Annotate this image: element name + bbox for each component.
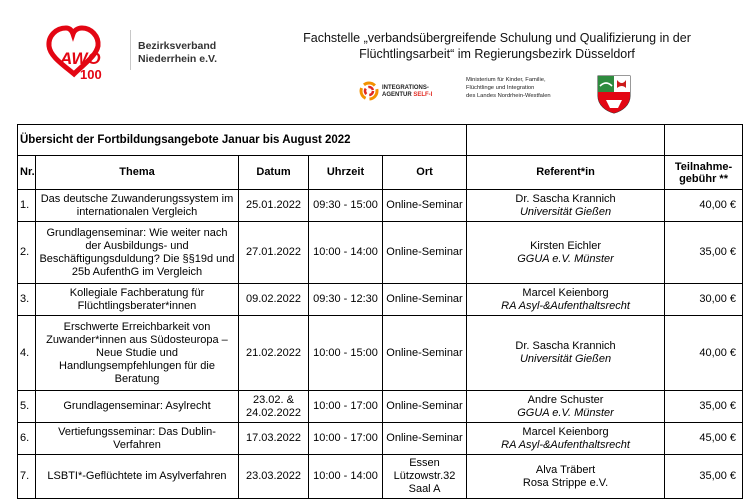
row-gebuehr: 40,00 € xyxy=(665,316,743,391)
row-datum: 27.01.2022 xyxy=(239,222,309,284)
referent-institution: Universität Gießen xyxy=(519,353,612,365)
col-header-gebuehr-line1: Teilnahme- xyxy=(674,160,733,173)
org-divider xyxy=(130,30,131,70)
referent-name: Dr. Sascha Krannich xyxy=(515,192,616,205)
row-ort: Online-Seminar xyxy=(383,391,467,423)
fachstelle-line1: Fachstelle „verbandsübergreifende Schulung und Qualifizierung in der xyxy=(303,31,691,45)
table-header-row xyxy=(18,156,743,190)
row-referent xyxy=(467,391,665,423)
empty-cell xyxy=(467,125,665,156)
col-header-uhrzeit: Uhrzeit xyxy=(309,156,383,190)
row-referent xyxy=(467,423,665,455)
row-datum: 09.02.2022 xyxy=(239,284,309,316)
nrw-coat-of-arms-icon xyxy=(596,74,632,114)
row-thema: Vertiefungsseminar: Das Dublin-Verfahren xyxy=(36,423,239,455)
row-gebuehr: 35,00 € xyxy=(665,391,743,423)
referent-institution: GGUA e.V. Münster xyxy=(517,406,614,419)
row-datum: 23.02. & 24.02.2022 xyxy=(239,391,309,423)
table-row xyxy=(18,190,743,222)
row-thema: LSBTI*-Geflüchtete im Asylverfahren xyxy=(36,455,239,499)
row-gebuehr: 35,00 € xyxy=(665,455,743,499)
row-ort: Online-Seminar xyxy=(383,284,467,316)
row-ort: Online-Seminar xyxy=(383,316,467,391)
col-header-gebuehr xyxy=(665,156,743,190)
referent-institution: RA Asyl-&Aufenthaltsrecht xyxy=(501,299,630,312)
empty-cell xyxy=(665,125,743,156)
row-uhrzeit: 10:00 - 15:00 xyxy=(309,316,383,391)
row-uhrzeit: 09:30 - 12:30 xyxy=(309,284,383,316)
referent-name: Andre Schuster xyxy=(527,393,604,406)
ministry-line3: des Landes Nordrhein-Westfalen xyxy=(466,93,551,99)
org-name-line2: Niederrhein e.V. xyxy=(138,53,217,65)
table-title: Übersicht der Fortbildungsangebote Januar bis August 2022 xyxy=(18,125,467,156)
referent-institution: GGUA e.V. Münster xyxy=(517,252,614,265)
row-uhrzeit: 10:00 - 14:00 xyxy=(309,222,383,284)
ministry-name xyxy=(466,76,596,100)
table-row xyxy=(18,423,743,455)
row-thema: Erschwerte Erreichbarkeit von Zuwander*innen aus Südosteuropa – Neue Studie und Handlungsempfehlungen für die Beratung xyxy=(36,316,239,391)
row-referent xyxy=(467,316,665,391)
row-referent xyxy=(467,222,665,284)
row-uhrzeit: 09:30 - 15:00 xyxy=(309,190,383,222)
org-name-line1: Bezirksverband xyxy=(138,40,217,52)
row-datum: 23.03.2022 xyxy=(239,455,309,499)
col-header-thema: Thema xyxy=(36,156,239,190)
row-gebuehr: 40,00 € xyxy=(665,190,743,222)
integrationsagentur-logo xyxy=(358,80,454,102)
fachstelle-heading xyxy=(262,30,732,62)
row-ort: Online-Seminar xyxy=(383,222,467,284)
referent-name: Kirsten Eichler xyxy=(530,239,601,252)
awo-logo xyxy=(44,24,126,82)
table-row xyxy=(18,455,743,499)
row-uhrzeit: 10:00 - 17:00 xyxy=(309,391,383,423)
org-name xyxy=(138,40,248,66)
row-thema: Das deutsche Zuwanderungssystem im internationalen Vergleich xyxy=(36,190,239,222)
integration-line2b: SELF-I xyxy=(413,92,433,98)
course-overview-table xyxy=(17,124,743,499)
table-title-row xyxy=(18,125,743,156)
row-referent xyxy=(467,284,665,316)
referent-name: Marcel Keienborg xyxy=(522,286,609,299)
row-ort: Online-Seminar xyxy=(383,423,467,455)
row-uhrzeit: 10:00 - 17:00 xyxy=(309,423,383,455)
referent-name: Alva Träbert xyxy=(535,463,596,476)
col-header-gebuehr-line2: gebühr ** xyxy=(679,172,728,185)
ministry-line1: Ministerium für Kinder, Familie, xyxy=(466,77,546,83)
referent-name: Dr. Sascha Krannich xyxy=(515,340,616,352)
row-ort: Essen Lützowstr.32 Saal A xyxy=(383,455,467,499)
row-ort: Online-Seminar xyxy=(383,190,467,222)
row-thema: Grundlagenseminar: Asylrecht xyxy=(36,391,239,423)
referent-name: Marcel Keienborg xyxy=(522,425,609,438)
row-referent xyxy=(467,455,665,499)
row-datum: 25.01.2022 xyxy=(239,190,309,222)
col-header-nr: Nr. xyxy=(18,156,36,190)
table-row xyxy=(18,222,743,284)
integration-line2a: AGENTUR xyxy=(382,92,414,98)
row-nr: 7. xyxy=(18,455,36,499)
integration-logo-text xyxy=(382,85,432,99)
row-thema: Kollegiale Fachberatung für Flüchtlingsberater*innen xyxy=(36,284,239,316)
row-gebuehr: 30,00 € xyxy=(665,284,743,316)
table-row xyxy=(18,391,743,423)
row-nr: 5. xyxy=(18,391,36,423)
col-header-referent: Referent*in xyxy=(467,156,665,190)
row-gebuehr: 45,00 € xyxy=(665,423,743,455)
referent-institution: RA Asyl-&Aufenthaltsrecht xyxy=(501,438,630,451)
awo-logo-text: AWO xyxy=(60,49,101,68)
row-nr: 2. xyxy=(18,222,36,284)
row-referent xyxy=(467,190,665,222)
integration-line1: INTEGRATIONS- xyxy=(382,85,429,91)
ministry-line2: Flüchtlinge und Integration xyxy=(466,85,535,91)
col-header-ort: Ort xyxy=(383,156,467,190)
row-nr: 4. xyxy=(18,316,36,391)
row-nr: 3. xyxy=(18,284,36,316)
fachstelle-line2: Flüchtlingsarbeit“ im Regierungsbezirk Düsseldorf xyxy=(359,47,635,61)
row-uhrzeit: 10:00 - 14:00 xyxy=(309,455,383,499)
awo-logo-number: 100 xyxy=(80,67,102,82)
row-nr: 6. xyxy=(18,423,36,455)
table-row xyxy=(18,284,743,316)
row-datum: 17.03.2022 xyxy=(239,423,309,455)
row-nr: 1. xyxy=(18,190,36,222)
row-datum: 21.02.2022 xyxy=(239,316,309,391)
col-header-datum: Datum xyxy=(239,156,309,190)
referent-name-2: Rosa Strippe e.V. xyxy=(522,476,609,489)
referent-institution: Universität Gießen xyxy=(519,205,612,218)
row-gebuehr: 35,00 € xyxy=(665,222,743,284)
integration-swirl-icon xyxy=(358,80,380,102)
table-row xyxy=(18,316,743,391)
row-thema: Grundlagenseminar: Wie weiter nach der Ausbildungs- und Beschäftigungsduldung? Die §§19d und 25b AufenthG im Vergleich xyxy=(36,222,239,284)
